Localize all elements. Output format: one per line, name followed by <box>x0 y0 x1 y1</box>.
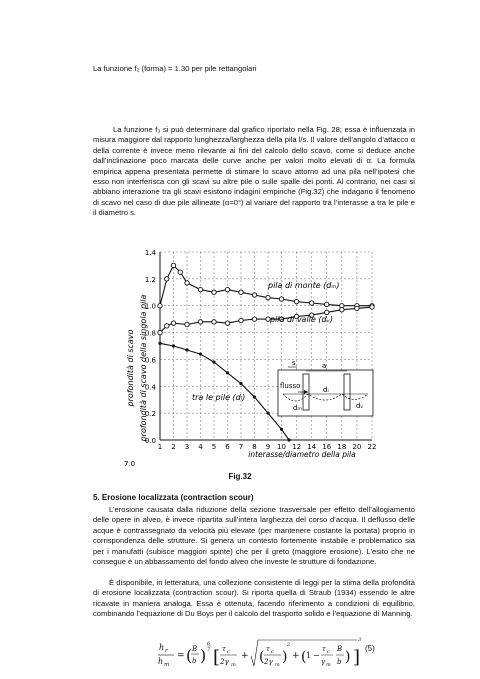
svg-text:1: 1 <box>306 651 312 660</box>
label-tra: tra le pile (dᵢ) <box>192 393 246 402</box>
inset-label-dm: dₘ <box>293 404 302 412</box>
data-point <box>252 293 256 297</box>
svg-text:): ) <box>345 649 351 665</box>
series-line-0 <box>160 265 372 305</box>
svg-text:): ) <box>200 646 207 665</box>
svg-text:h: h <box>158 657 164 666</box>
paragraph-f3: La funzione f₃ si può determinare dal grafico riportato nella Fig. 28; essa è influenzata in misura maggiore dal rapporto lunghezza/larghezza della pila l/s. Il valore dell’angolo d’attacco α della corrente è invece meno rilevante ai fini del calcolo dello scavo, come si deduce anche dall’inclinazione poco marcata delle curve anche per valori molto elevati di α. La formula empirica appena presentata permette di stimare lo scavo attorno ad una pila nell’ipotesi che esso non interferisca con gli scavi su altre pile o sulle spalle dei ponti. Al contrario, nei casi si abbiano interazione tra gli scavi esistono indagini empiriche (Fig.32) che indagano il fenomeno di scavo nel caso di due pile allineate (α=0°) al variare del rapporto tra l’interasse a tra le pile e il diametro s. <box>93 125 415 218</box>
svg-text:−: − <box>313 651 320 660</box>
y-axis-label-2: profondità di scavo della singola pila <box>139 294 148 442</box>
equation-svg <box>157 636 362 676</box>
svg-text:τ: τ <box>322 645 326 653</box>
data-point <box>239 382 242 385</box>
svg-text:+: + <box>241 651 249 661</box>
svg-text:c: c <box>327 649 330 655</box>
equation-number: (5) <box>365 644 375 653</box>
svg-text:m: m <box>275 662 280 668</box>
x-tick-label: 22 <box>367 443 377 451</box>
x-tick-label: 3 <box>184 443 190 451</box>
y-tick-label: 1.2 <box>144 275 156 284</box>
chart-svg <box>120 242 382 467</box>
data-point <box>325 302 329 306</box>
data-point <box>239 290 243 294</box>
svg-text:7: 7 <box>207 647 211 653</box>
x-tick-label: 6 <box>225 443 230 451</box>
data-point <box>158 342 161 345</box>
data-point <box>287 438 290 441</box>
figure-32 <box>120 242 382 467</box>
svg-text:m: m <box>231 662 236 668</box>
data-point <box>171 263 175 267</box>
svg-text:B: B <box>192 645 198 653</box>
data-point <box>226 371 229 374</box>
svg-text:6: 6 <box>207 641 211 647</box>
svg-text:m: m <box>326 662 331 668</box>
data-point <box>185 281 189 285</box>
svg-text:b: b <box>337 658 342 666</box>
y-tick-label: 1.4 <box>144 249 156 257</box>
x-tick-label: 4 <box>198 443 203 451</box>
y-tick-label: 0.2 <box>144 410 156 419</box>
section-title: 5. Erosione localizzata (contraction scour) <box>93 493 254 502</box>
svg-text:(: ( <box>301 649 307 665</box>
x-tick-label: 18 <box>337 443 347 451</box>
paragraph-f2: La funzione f₂ (forma) = 1.30 per pile rettangolari <box>93 64 257 73</box>
data-point <box>158 304 162 308</box>
data-point <box>225 287 229 291</box>
svg-text:r: r <box>165 648 168 654</box>
inset-label-di: dᵢ <box>323 386 329 394</box>
series-line-2 <box>160 343 289 440</box>
data-point <box>252 317 256 321</box>
data-point <box>225 321 229 325</box>
svg-text:2γ: 2γ <box>220 658 229 666</box>
data-point <box>172 344 175 347</box>
inset-label-dv: dᵥ <box>356 402 364 410</box>
data-point <box>171 321 175 325</box>
data-point <box>199 352 202 355</box>
data-point <box>178 270 182 274</box>
y-tick-label: 0.8 <box>144 329 156 338</box>
y-tick-label: 0.4 <box>144 383 156 392</box>
svg-text:B: B <box>337 645 343 653</box>
data-point <box>279 297 283 301</box>
data-point <box>165 277 169 281</box>
x-tick-label: 9 <box>265 443 271 451</box>
paragraph-straub: È disponibile, in letteratura, una collezione consistente di leggi per la stima della profondità di erosione localizzata (contraction scour). Si riporta quella di Straub (1934) essendo le altre ricavate in maniera analoga. Essa è ottenuta, facendo riferimento a condizioni di equilibrio, combinando l’equazione di Du Boys per il calcolo del trasporto solido e l’equazione di Manning. <box>93 578 415 619</box>
data-point <box>355 306 359 310</box>
data-point <box>198 287 202 291</box>
svg-text:3: 3 <box>358 637 362 643</box>
svg-text:(: ( <box>186 646 193 665</box>
paragraph-erosione: L’erosione causata dalla riduzione della sezione trasversale per effetto dell’allogiamento delle opere in alveo, è invece ripartita sull’intera larghezza del corso d’acqua. Il deflusso delle acque è contrassegnato da velocità più elevate (per mantenere costante la portata) proprio in corrispondenza delle strutture. Si genera un contesto fortemente instabile e problematico sia per i manufatti (subisce maggiori spinte) che per il greto (maggiore erosione). L’esito che ne consegue è un abbassamento del fondo alveo che investe le strutture di fondazione. <box>93 505 415 567</box>
svg-text:): ) <box>282 649 288 665</box>
svg-text:τ: τ <box>266 645 270 653</box>
label-valle: pila di valle (dᵥ) <box>270 315 334 324</box>
svg-text:c: c <box>271 649 274 655</box>
svg-text:(: ( <box>259 649 265 665</box>
x-tick-label: 14 <box>307 443 317 451</box>
data-point <box>266 412 269 415</box>
data-point <box>165 324 169 328</box>
y-tick-label: 0.0 <box>144 437 156 445</box>
x-tick-label: 10 <box>277 443 286 451</box>
x-tick-label: 20 <box>352 443 362 451</box>
svg-text:+: + <box>292 651 300 661</box>
data-point <box>253 395 256 398</box>
x-tick-label: 5 <box>211 443 217 451</box>
x-tick-label: 2 <box>171 443 176 451</box>
data-point <box>185 322 189 326</box>
svg-text:[: [ <box>213 647 221 668</box>
svg-text:2: 2 <box>287 642 291 648</box>
svg-text:h: h <box>159 643 165 652</box>
data-point <box>212 361 215 364</box>
label-monte: pila di monte (dₘ) <box>268 281 340 290</box>
svg-text:γ: γ <box>321 658 326 666</box>
svg-text:c: c <box>227 649 230 655</box>
y-tick-label: 1.0 <box>144 302 156 311</box>
svg-text:2γ: 2γ <box>264 658 273 666</box>
data-point <box>280 428 283 431</box>
inset-label-flusso: flusso <box>280 382 301 390</box>
x-tick-label: 7 <box>238 443 244 451</box>
bottom-partial-label: 7.0 <box>124 460 136 467</box>
data-point <box>370 305 374 309</box>
data-point <box>198 320 202 324</box>
data-point <box>158 330 162 334</box>
svg-text:m: m <box>164 662 170 668</box>
data-point <box>185 348 188 351</box>
data-point <box>212 320 216 324</box>
data-point <box>239 318 243 322</box>
svg-text:τ: τ <box>222 645 226 653</box>
svg-text:b: b <box>192 657 197 665</box>
x-tick-label: 1 <box>157 443 163 451</box>
y-tick-label: 0.6 <box>144 356 156 365</box>
data-point <box>309 301 313 305</box>
data-point <box>294 299 298 303</box>
inset-label-s: s <box>292 359 296 367</box>
x-tick-label: 8 <box>252 443 257 451</box>
data-point <box>212 290 216 294</box>
x-tick-label: 16 <box>322 443 332 451</box>
x-axis-label: interasse/diametro della pila <box>248 450 356 459</box>
equation-5 <box>157 636 362 679</box>
svg-text:]: ] <box>353 647 361 668</box>
inset-label-a: a <box>322 362 327 370</box>
y-axis-label-1: profondità di scavo <box>126 329 135 407</box>
svg-text:=: = <box>177 651 185 661</box>
figure-caption: Fig.32 <box>228 472 252 481</box>
data-point <box>266 295 270 299</box>
x-tick-label: 12 <box>292 443 302 451</box>
data-point <box>340 308 344 312</box>
data-point <box>325 310 329 314</box>
